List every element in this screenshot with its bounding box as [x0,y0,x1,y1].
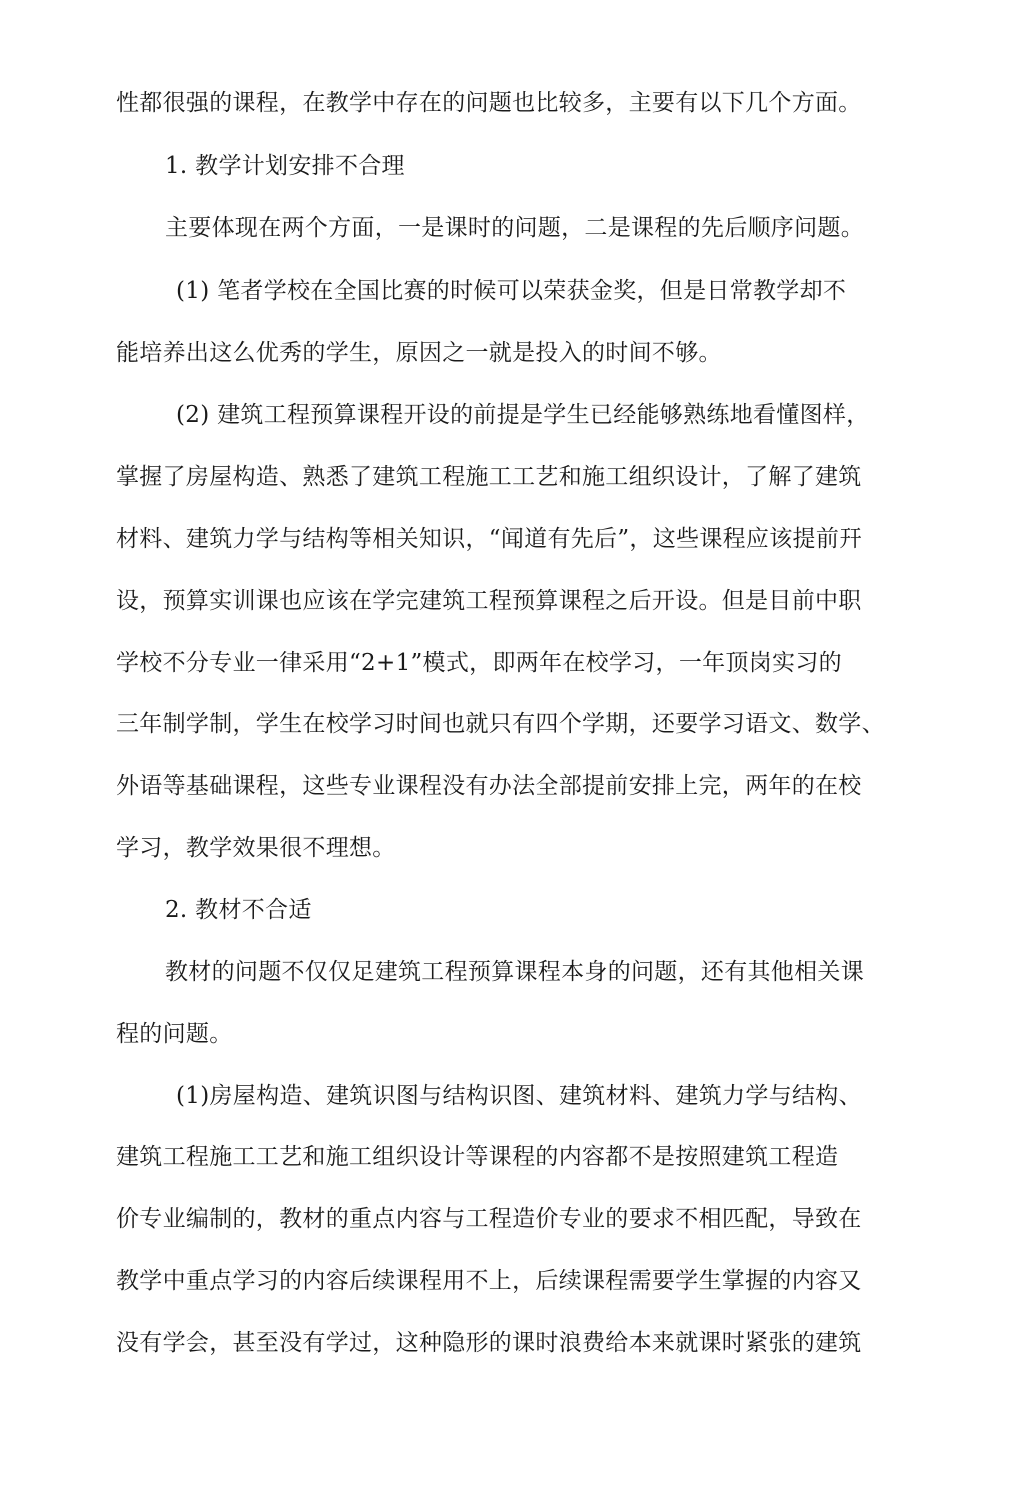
text-line: 性都很强的课程，在教学中存在的问题也比较多，主要有以下几个方面。 [116,90,862,116]
text-line: (1) 笔者学校在全国比赛的时候可以荣获金奖，但是日常教学却不 [176,278,847,304]
text-line: 教材的问题不仅仅足建筑工程预算课程本身的问题，还有其他相关课 [165,959,864,985]
text-line: 掌握了房屋构造、熟悉了建筑工程施工工艺和施工组织设计，了解了建筑 [116,464,862,490]
section-heading: 2. 教材不合适 [165,897,312,923]
text-line: 设，预算实训课也应该在学完建筑工程预算课程之后开设。但是目前中职 [116,588,862,614]
text-line: 没有学会，甚至没有学过，这种隐形的课时浪费给本来就课时紧张的建筑 [116,1330,862,1356]
text-line: (2) 建筑工程预算课程开设的前提是学生已经能够熟练地看懂图样， [176,402,870,428]
section-heading: 1. 教学计划安排不合理 [165,153,405,179]
text-line: 主要体现在两个方面，一是课时的问题，二是课程的先后顺序问题。 [165,215,864,241]
text-line: 材料、建筑力学与结构等相关知识，“闻道有先后”，这些课程应该提前幵 [116,526,863,552]
text-line: 程的问题。 [116,1021,233,1047]
text-line: 教学中重点学习的内容后续课程用不上，后续课程需要学生掌握的内容又 [116,1268,862,1294]
text-line: 三年制学制，学生在校学习时间也就只有四个学期，还要学习语文、数学、 [116,711,885,737]
text-line: 价专业编制的，教材的重点内容与工程造价专业的要求不相匹配，导致在 [116,1206,862,1232]
text-line: 建筑工程施工工艺和施工组织设计等课程的内容都不是按照建筑工程造 [116,1144,839,1170]
text-line: 能培养出这么优秀的学生，原因之一就是投入的时间不够。 [116,340,722,366]
text-line: 学习，教学效果很不理想。 [116,835,396,861]
text-line: 外语等基础课程，这些专业课程没有办法全部提前安排上完，两年的在校 [116,773,862,799]
text-line: (1)房屋构造、建筑识图与结构识图、建筑材料、建筑力学与结构、 [176,1083,862,1109]
text-line: 学校不分专业一律采用“2+1”模式，即两年在校学习，一年顶岗实习的 [116,650,842,676]
